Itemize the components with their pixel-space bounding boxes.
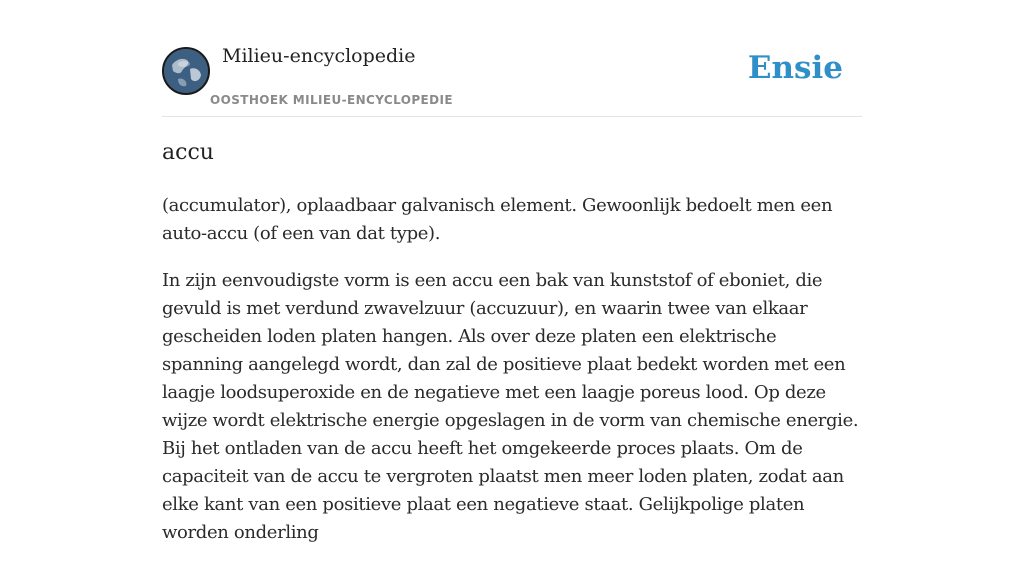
site-title[interactable]: Milieu-encyclopedie (222, 45, 416, 67)
brand-logo-link[interactable]: Ensie (747, 50, 843, 86)
site-header (162, 0, 862, 117)
entry-body (162, 192, 862, 566)
entry-paragraph: In zijn eenvoudigste vorm is een accu een bak van kunststof of eboniet, die gevuld is met verdund zwavelzuur (accuzuur), en waarin twee van elkaar gescheiden loden platen hangen. Als over deze platen een elektrische spanning aangelegd wordt, dan zal de positieve plaat bedekt worden met een laagje loodsuperoxide en de negatieve met een laagje poreus lood. Op deze wijze wordt elektrische energie opgeslagen in de vorm van chemische energie. Bij het ontladen van de accu heeft het omgekeerde proces plaats. Om de capaciteit van de accu te vergroten plaatst men meer loden platen, zodat aan elke kant van een positieve plaat een negatieve staat. Gelijkpolige platen worden onderling (162, 270, 859, 543)
content-container (162, 0, 862, 543)
site-subtitle[interactable]: OOSTHOEK MILIEU-ENCYCLOPEDIE (210, 93, 453, 107)
entry-title: accu (162, 140, 214, 165)
entry-paragraph: (accumulator), oplaadbaar galvanisch element. Gewoonlijk bedoelt men een auto-accu (of een van dat type). (162, 195, 833, 244)
earth-globe-icon[interactable] (162, 47, 210, 95)
